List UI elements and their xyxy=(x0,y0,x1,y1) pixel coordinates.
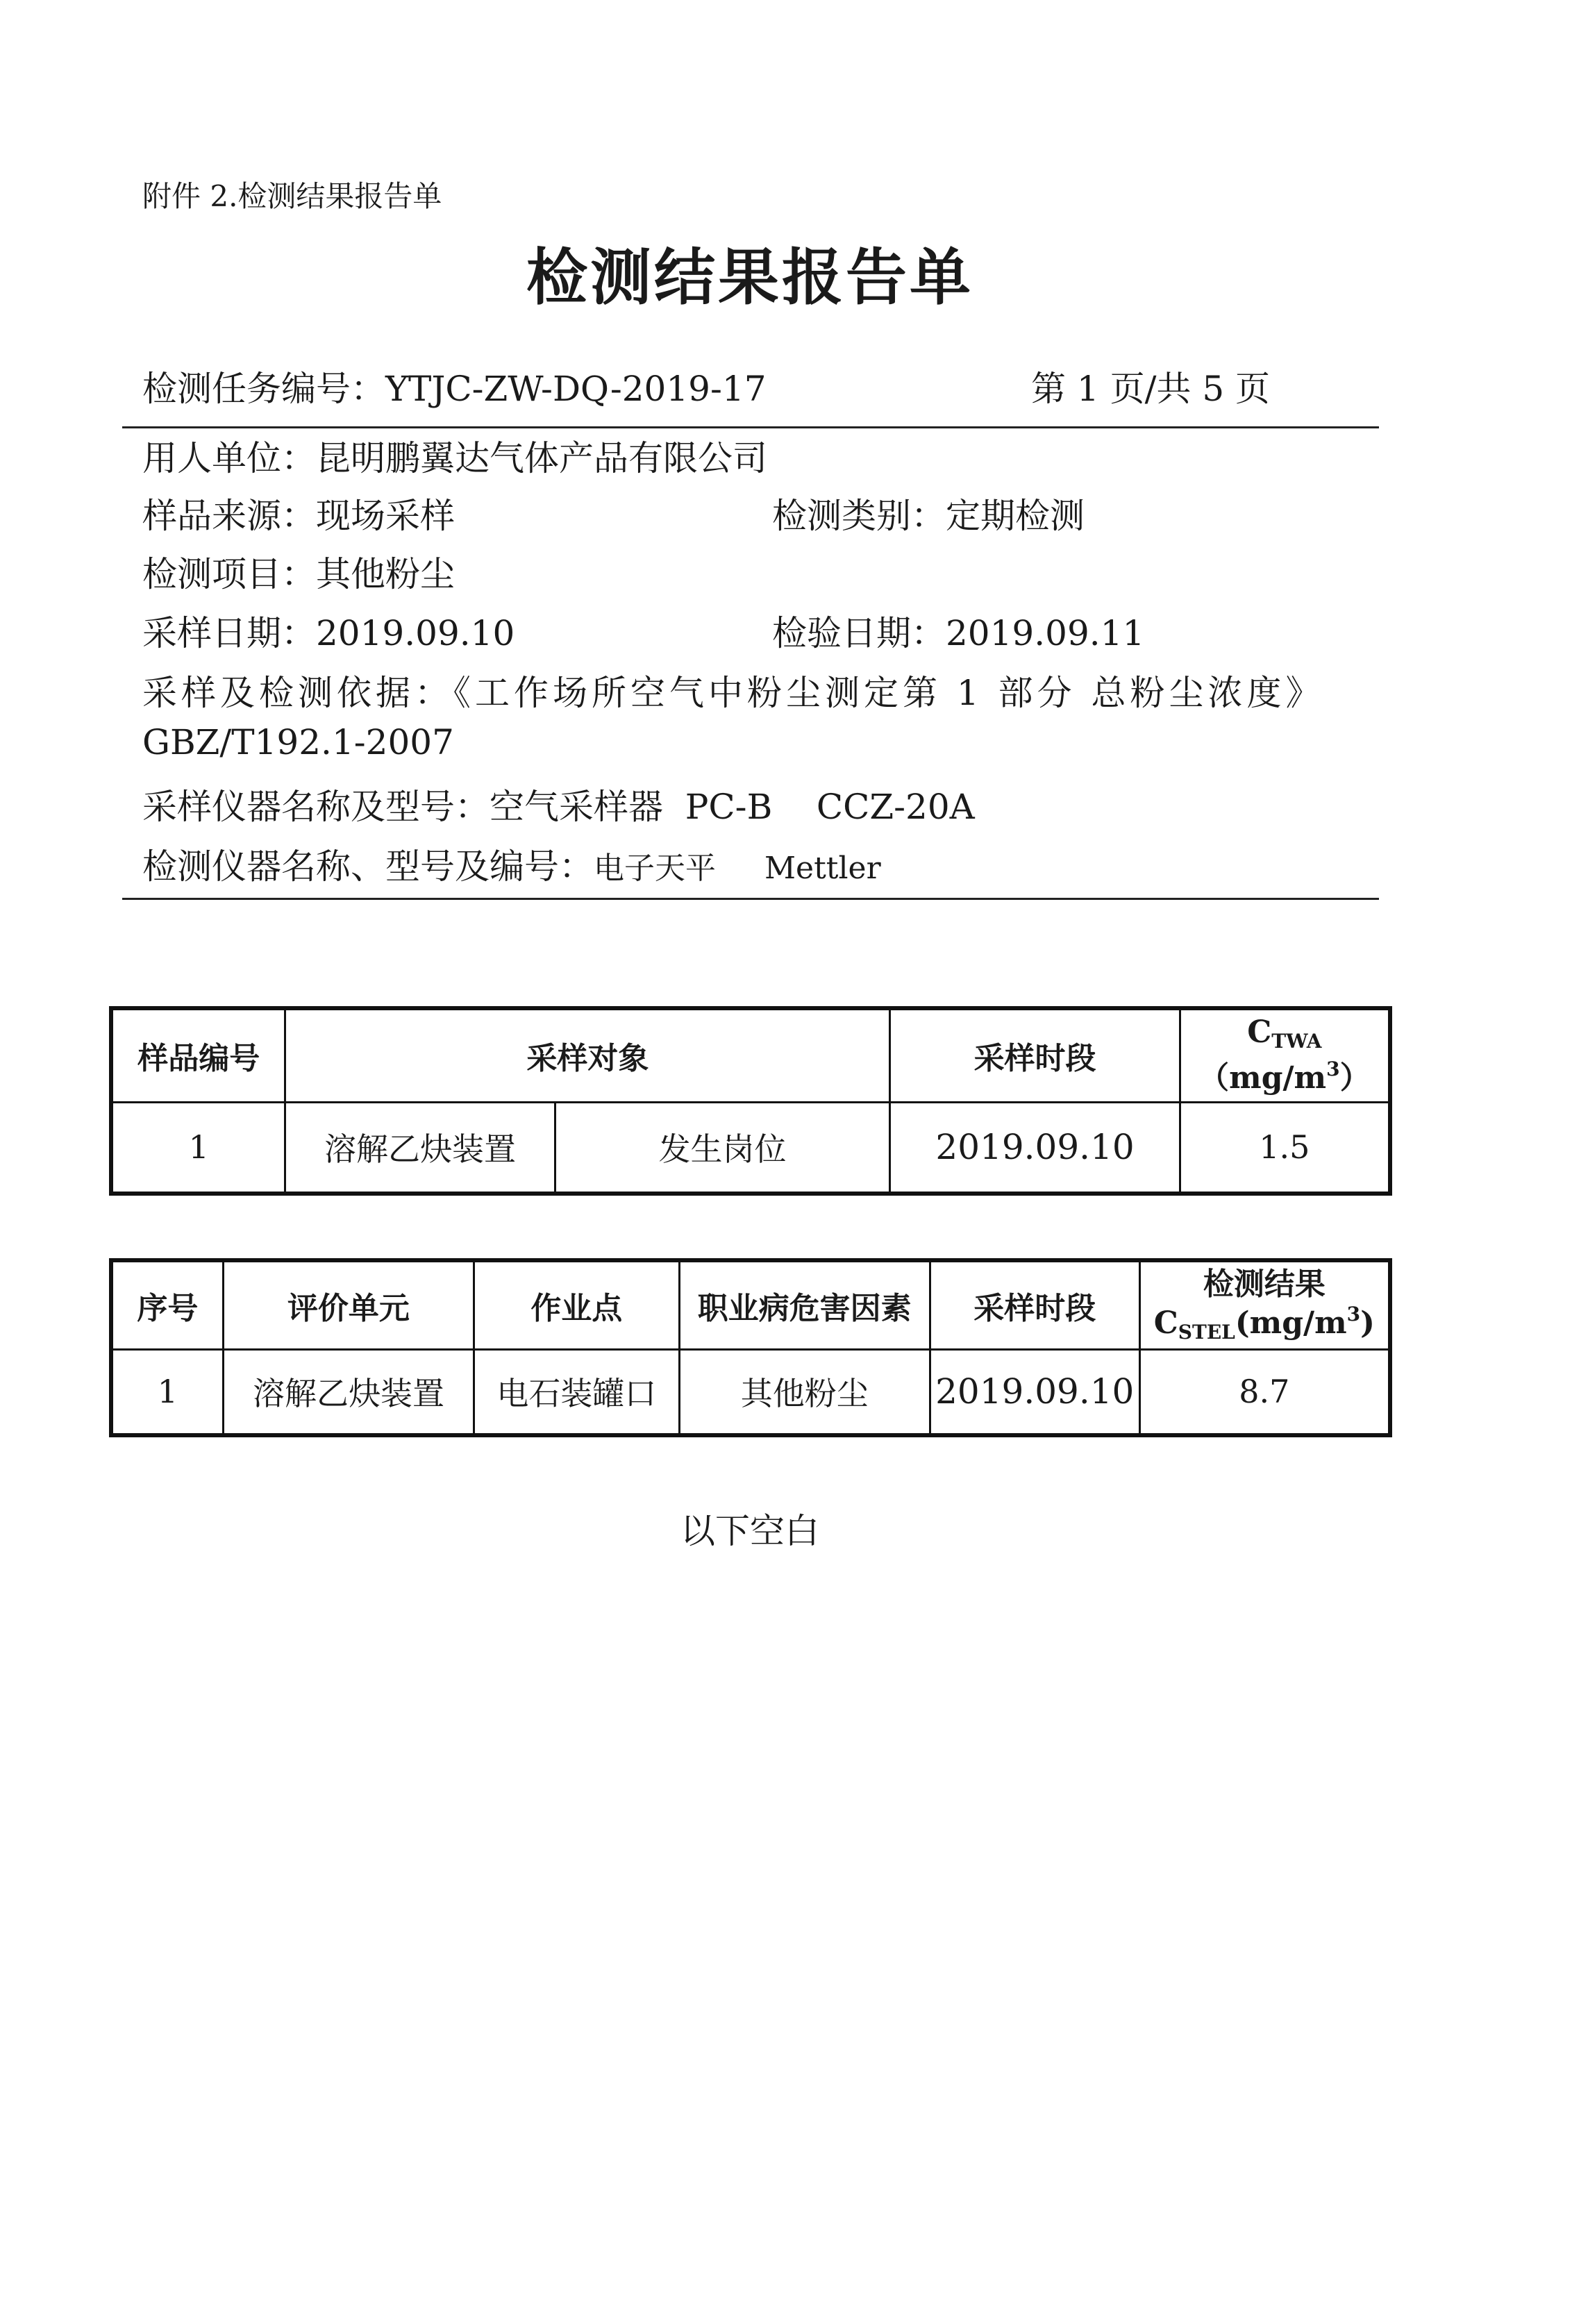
sampling-date-label: 采样日期： xyxy=(142,613,316,653)
task-number-label: 检测任务编号： xyxy=(142,369,385,409)
employer-label: 用人单位： xyxy=(142,438,316,478)
item-label: 检测项目： xyxy=(142,554,316,594)
header-sample-no: 样品编号 xyxy=(111,1008,285,1102)
task-number-value: YTJC-ZW-DQ-2019-17 xyxy=(385,369,767,409)
header-hazard-factor: 职业病危害因素 xyxy=(679,1260,930,1349)
basis-label: 采样及检测依据： xyxy=(142,673,453,713)
table-row xyxy=(111,1102,1390,1194)
header-sampling-object: 采样对象 xyxy=(285,1008,890,1102)
ctwa-table xyxy=(109,1006,1392,1196)
test-date-value: 2019.09.11 xyxy=(946,613,1145,653)
cell-period: 2019.09.10 xyxy=(930,1349,1139,1435)
header-eval-unit: 评价单元 xyxy=(223,1260,474,1349)
basis-line xyxy=(142,665,1325,715)
header-work-point: 作业点 xyxy=(474,1260,680,1349)
cell-result: 8.7 xyxy=(1139,1349,1390,1435)
page-indicator: 第 1 页/共 5 页 xyxy=(1031,369,1271,409)
cell-period: 2019.09.10 xyxy=(890,1102,1180,1194)
basis-code: GBZ/T192.1-2007 xyxy=(142,722,454,762)
instrument-line xyxy=(142,839,881,889)
test-date-label: 检验日期： xyxy=(772,613,946,653)
table-header-row xyxy=(111,1260,1390,1349)
source-label: 样品来源： xyxy=(142,496,316,536)
employer-line xyxy=(142,430,767,480)
item-line xyxy=(142,546,455,596)
test-date-line xyxy=(772,605,1144,655)
cell-ctwa: 1.5 xyxy=(1180,1102,1390,1194)
instrument-brand: Mettler xyxy=(764,851,881,886)
category-line xyxy=(772,488,1085,538)
basis-value: 《工作场所空气中粉尘测定第 1 部分 总粉尘浓度》 xyxy=(453,673,1325,713)
instrument-value: 电子天平 xyxy=(594,851,716,886)
instrument-label: 检测仪器名称、型号及编号： xyxy=(142,846,594,887)
sampler-line xyxy=(142,779,975,829)
category-label: 检测类别： xyxy=(772,496,946,536)
top-rule xyxy=(122,426,1379,428)
item-value: 其他粉尘 xyxy=(316,554,455,594)
sampling-date-value: 2019.09.10 xyxy=(316,613,515,653)
cell-unit: 溶解乙炔装置 xyxy=(223,1349,474,1435)
attachment-label: 附件 2.检测结果报告单 xyxy=(142,179,442,213)
cell-position: 发生岗位 xyxy=(555,1102,890,1194)
header-ctwa: $C_{TWA}$ $(mg/m^3)$ xyxy=(1180,1008,1390,1102)
sampler-label: 采样仪器名称及型号： xyxy=(142,787,490,827)
cell-sample-no: 1 xyxy=(111,1102,285,1194)
report-title: 检测结果报告单 xyxy=(526,241,973,313)
table-header-row xyxy=(111,1008,1390,1102)
cell-point: 电石装罐口 xyxy=(474,1349,680,1435)
cell-factor: 其他粉尘 xyxy=(679,1349,930,1435)
cstel-table xyxy=(109,1258,1392,1437)
sampler-value: 空气采样器 PC-B CCZ-20A xyxy=(490,787,975,827)
header-no: 序号 xyxy=(111,1260,223,1349)
bottom-rule xyxy=(122,898,1379,900)
table-row xyxy=(111,1349,1390,1435)
category-value: 定期检测 xyxy=(946,496,1085,536)
header-sampling-period: 采样时段 xyxy=(890,1008,1180,1102)
task-number xyxy=(142,361,767,411)
header-result: 检测结果 $C_{STEL}(mg/m^3)$ xyxy=(1139,1260,1390,1349)
header-sampling-period: 采样时段 xyxy=(930,1260,1139,1349)
cell-no: 1 xyxy=(111,1349,223,1435)
blank-below-note: 以下空白 xyxy=(680,1511,819,1551)
employer-value: 昆明鹏翼达气体产品有限公司 xyxy=(316,438,767,478)
source-line xyxy=(142,488,455,538)
sampling-date-line xyxy=(142,605,515,655)
cell-unit: 溶解乙炔装置 xyxy=(285,1102,555,1194)
source-value: 现场采样 xyxy=(316,496,455,536)
